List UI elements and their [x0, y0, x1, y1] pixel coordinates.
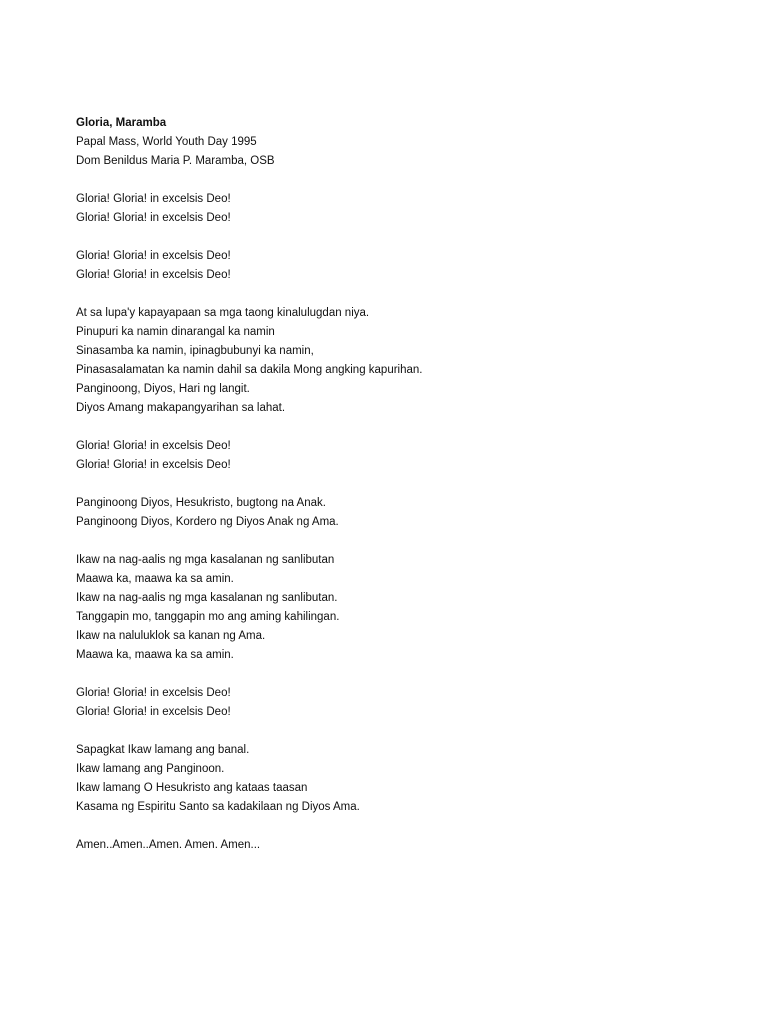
lyric-line: Gloria! Gloria! in excelsis Deo! — [76, 212, 231, 224]
stanza-spacer — [76, 532, 716, 551]
lyric-stanza — [76, 551, 716, 665]
lyrics-body — [76, 171, 716, 855]
stanza-spacer — [76, 722, 716, 741]
lyric-stanza — [76, 741, 716, 817]
lyric-line: Gloria! Gloria! in excelsis Deo! — [76, 459, 231, 471]
lyric-line: Ikaw na nag-aalis ng mga kasalanan ng sanlibutan. — [76, 592, 338, 604]
lyric-line: Gloria! Gloria! in excelsis Deo! — [76, 250, 231, 262]
lyric-line: Gloria! Gloria! in excelsis Deo! — [76, 687, 231, 699]
lyric-line: Diyos Amang makapangyarihan sa lahat. — [76, 402, 286, 414]
lyric-line: Amen..Amen..Amen. Amen. Amen... — [76, 839, 261, 851]
lyric-line: Pinupuri ka namin dinarangal ka namin — [76, 326, 275, 338]
lyric-line: Ikaw lamang ang Panginoon. — [76, 763, 225, 775]
lyric-line: Sapagkat Ikaw lamang ang banal. — [76, 744, 250, 756]
stanza-spacer — [76, 817, 716, 836]
lyric-line: Gloria! Gloria! in excelsis Deo! — [76, 193, 231, 205]
lyric-line: Ikaw lamang O Hesukristo ang kataas taasan — [76, 782, 308, 794]
lyric-stanza — [76, 247, 716, 285]
lyric-stanza — [76, 836, 716, 855]
lyric-line: Panginoong Diyos, Hesukristo, bugtong na Anak. — [76, 497, 326, 509]
lyric-line: Gloria! Gloria! in excelsis Deo! — [76, 440, 231, 452]
lyric-line: Pinasasalamatan ka namin dahil sa dakila Mong angking kapurihan. — [76, 364, 423, 376]
stanza-spacer — [76, 665, 716, 684]
stanza-spacer — [76, 228, 716, 247]
lyric-line: Kasama ng Espiritu Santo sa kadakilaan ng Diyos Ama. — [76, 801, 360, 813]
lyric-line: Panginoong, Diyos, Hari ng langit. — [76, 383, 250, 395]
lyric-line: Tanggapin mo, tanggapin mo ang aming kahilingan. — [76, 611, 340, 623]
stanza-spacer — [76, 418, 716, 437]
lyric-line: Ikaw na naluluklok sa kanan ng Ama. — [76, 630, 266, 642]
lyric-line: Maawa ka, maawa ka sa amin. — [76, 649, 234, 661]
lyric-line: Maawa ka, maawa ka sa amin. — [76, 573, 234, 585]
document-page — [76, 114, 716, 855]
lyric-line: At sa lupa'y kapayapaan sa mga taong kinalulugdan niya. — [76, 307, 370, 319]
song-title: Gloria, Maramba — [76, 117, 167, 129]
document-header — [76, 114, 716, 171]
lyric-stanza — [76, 304, 716, 418]
stanza-spacer — [76, 285, 716, 304]
lyric-stanza — [76, 684, 716, 722]
song-composer: Dom Benildus Maria P. Maramba, OSB — [76, 155, 275, 167]
lyric-line: Gloria! Gloria! in excelsis Deo! — [76, 706, 231, 718]
lyric-stanza — [76, 190, 716, 228]
lyric-line: Panginoong Diyos, Kordero ng Diyos Anak ng Ama. — [76, 516, 339, 528]
stanza-spacer — [76, 171, 716, 190]
lyric-line: Sinasamba ka namin, ipinagbubunyi ka namin, — [76, 345, 314, 357]
lyric-line: Gloria! Gloria! in excelsis Deo! — [76, 269, 231, 281]
song-subtitle: Papal Mass, World Youth Day 1995 — [76, 136, 257, 148]
lyric-line: Ikaw na nag-aalis ng mga kasalanan ng sanlibutan — [76, 554, 335, 566]
lyric-stanza — [76, 437, 716, 475]
lyric-stanza — [76, 494, 716, 532]
stanza-spacer — [76, 475, 716, 494]
